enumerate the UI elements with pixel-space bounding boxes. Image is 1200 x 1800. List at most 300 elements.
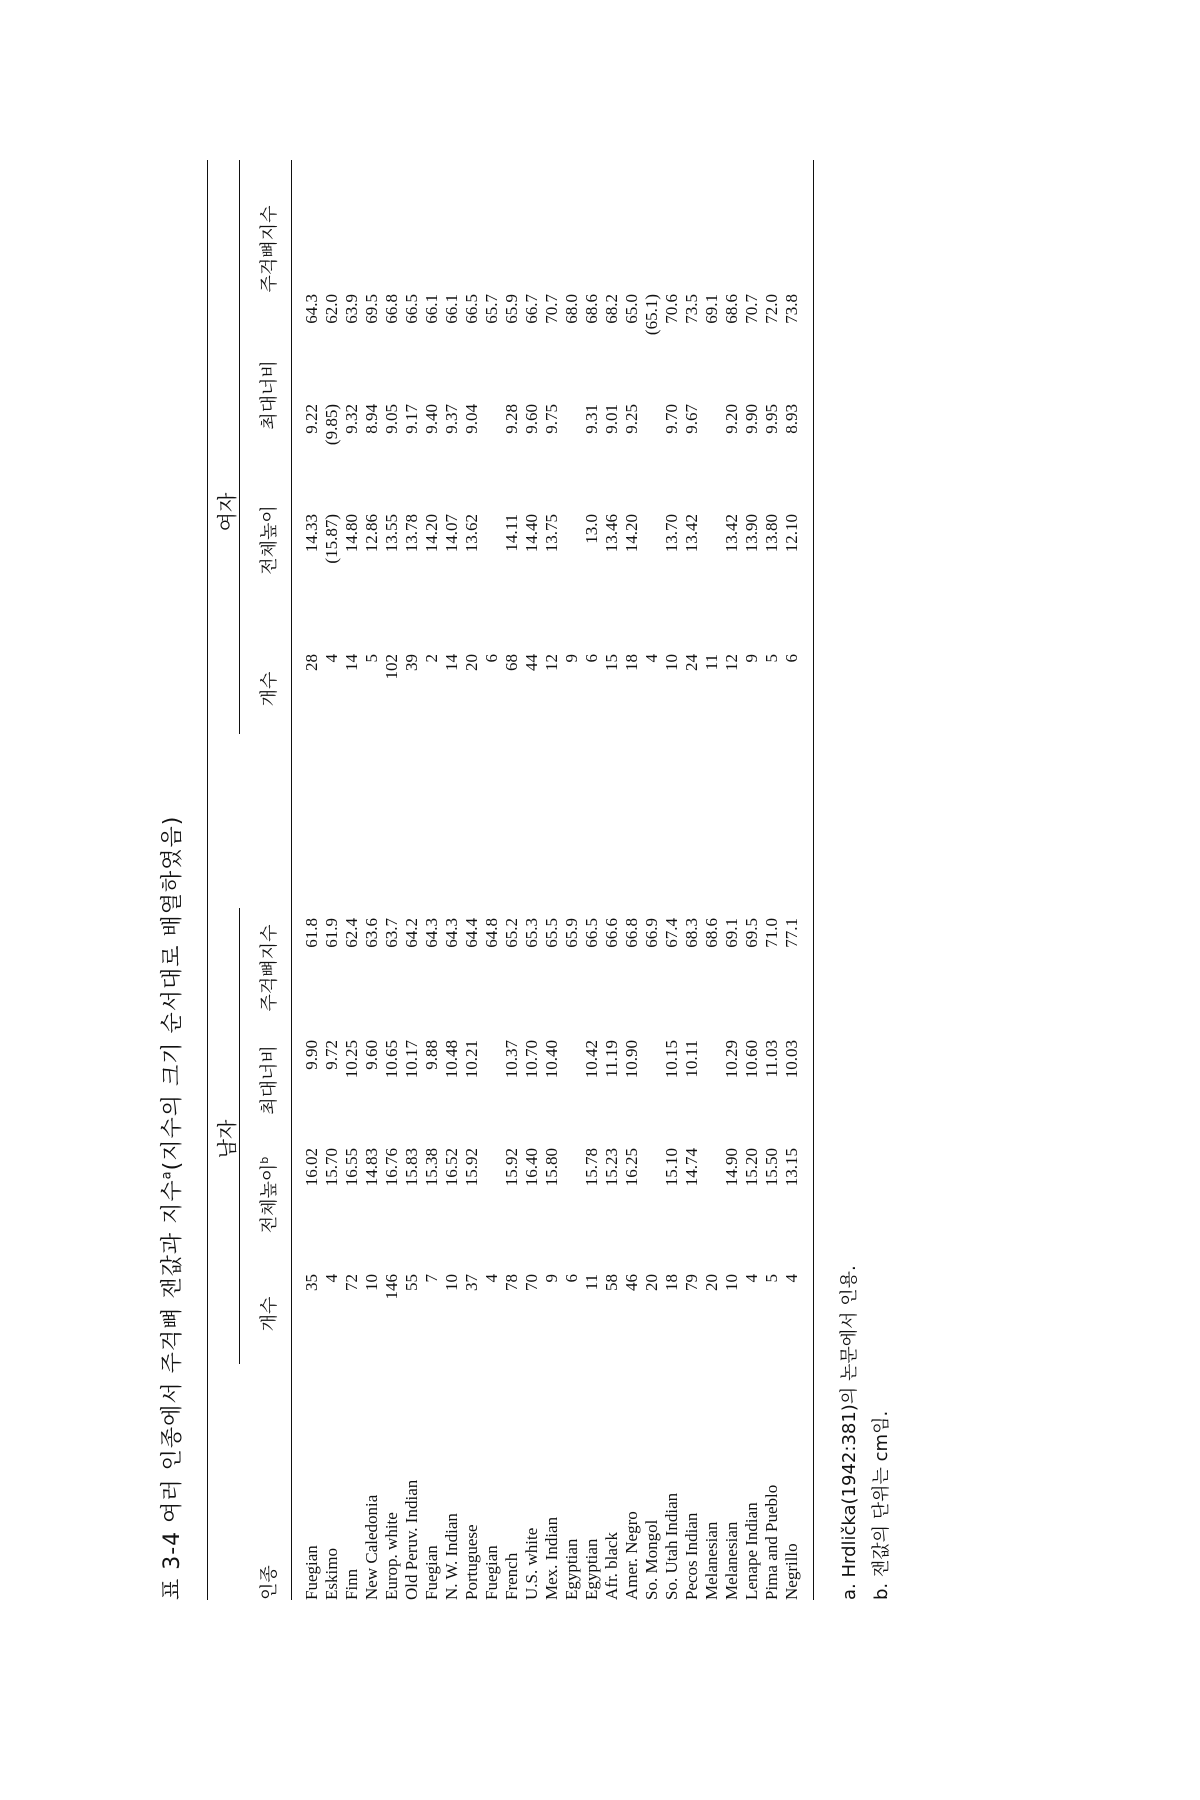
female-group-rule [239,160,240,734]
race-cell: U.S. white [522,1527,541,1600]
male-height-cell: 15.10 [662,1148,681,1187]
male-index-cell: 69.1 [722,918,741,948]
male-count-cell: 10 [362,1274,381,1291]
female-width-header: 최대너비 [259,360,280,430]
male-count-cell: 37 [462,1274,481,1291]
female-index-cell: 65.7 [482,294,501,324]
table-row [702,294,722,1600]
column-gap [702,750,722,918]
male-height-cell: 16.40 [522,1148,541,1187]
female-index-cell: 70.6 [662,294,681,324]
female-height-cell: 13.70 [662,514,681,553]
column-gap [382,750,402,918]
male-width-cell: 10.60 [742,1040,761,1079]
column-gap [582,750,602,918]
column-gap [362,750,382,918]
female-height-cell: 13.46 [602,514,621,553]
female-index-cell: (65.1) [642,294,661,336]
column-gap [622,750,642,918]
male-height-cell: 13.15 [782,1148,801,1187]
race-cell: Old Peruv. Indian [402,1479,421,1600]
male-count-cell: 4 [782,1274,801,1283]
table-bottom-rule [813,160,814,1600]
female-count-cell: 18 [622,654,641,671]
male-count-cell: 9 [542,1274,561,1283]
male-count-header: 개수 [259,1296,280,1332]
male-width-cell: 11.03 [762,1040,781,1078]
male-index-cell: 65.5 [542,918,561,948]
female-count-cell: 12 [722,654,741,671]
female-index-cell: 66.5 [462,294,481,324]
male-width-cell: 11.19 [602,1040,621,1078]
female-height-cell: 12.10 [782,514,801,553]
title-footnote-marker: a [159,1170,175,1180]
female-index-cell: 70.7 [542,294,561,324]
female-count-cell: 14 [442,654,461,671]
female-width-cell: 9.60 [522,404,541,434]
table-row [742,294,762,1600]
male-count-cell: 10 [442,1274,461,1291]
female-height-cell: 13.55 [382,514,401,553]
race-cell: Pima and Pueblo [762,1484,781,1600]
male-count-cell: 20 [702,1274,721,1291]
race-cell: French [502,1552,521,1600]
table-row [722,294,742,1600]
male-count-cell: 7 [422,1274,441,1283]
female-index-cell: 66.5 [402,294,421,324]
male-height-cell: 15.38 [422,1148,441,1187]
male-height-cell: 16.25 [622,1148,641,1187]
female-count-cell: 11 [702,654,721,671]
female-count-cell: 102 [382,654,401,680]
female-index-cell: 70.7 [742,294,761,324]
table-title-main: 표 3-4 여러 인종에서 주걱뼈 잰값과 지수 [160,1179,185,1600]
female-group-header: 여자 [215,492,239,532]
male-width-cell: 9.88 [422,1040,441,1070]
female-height-cell: 13.0 [582,514,601,544]
column-gap [342,750,362,918]
male-height-cell: 15.23 [602,1148,621,1187]
male-height-cell: 16.76 [382,1148,401,1187]
column-gap [642,750,662,918]
male-width-cell: 10.25 [342,1040,361,1079]
female-count-cell: 10 [662,654,681,671]
male-height-cell: 15.70 [322,1148,341,1187]
male-height-cell: 16.02 [302,1148,321,1187]
male-width-cell: 10.42 [582,1040,601,1079]
rotated-table-page [145,100,1025,1600]
race-column-header: 인종 [259,1565,280,1600]
table-row [462,294,482,1600]
male-index-cell: 64.4 [462,918,481,948]
race-cell: Portuguese [462,1524,481,1600]
female-height-cell: 14.20 [622,514,641,553]
table-row [422,294,442,1600]
table-row [502,294,522,1600]
female-height-cell: 14.40 [522,514,541,553]
female-height-cell: 14.07 [442,514,461,553]
column-gap [482,750,502,918]
column-gap [662,750,682,918]
female-width-cell: 9.67 [682,404,701,434]
male-index-cell: 61.9 [322,918,341,948]
table-row [582,294,602,1600]
race-cell: Egyptian [562,1538,581,1600]
male-index-cell: 64.3 [442,918,461,948]
race-cell: Pecos Indian [682,1512,701,1600]
table-row [602,294,622,1600]
column-gap [422,750,442,918]
female-count-cell: 28 [302,654,321,671]
female-height-cell: 14.20 [422,514,441,553]
male-width-cell [482,1040,502,1148]
female-height-cell: (15.87) [322,514,341,564]
female-index-cell: 69.5 [362,294,381,324]
male-width-cell: 9.60 [362,1040,381,1070]
female-index-cell: 62.0 [322,294,341,324]
table-row [762,294,782,1600]
female-height-cell: 13.80 [762,514,781,553]
female-count-cell: 5 [362,654,381,663]
table-row [562,294,582,1600]
female-count-cell: 44 [522,654,541,671]
male-height-cell: 15.50 [762,1148,781,1187]
female-width-cell: 9.22 [302,404,321,434]
header-bottom-rule [291,160,292,1600]
race-cell: So. Mongol [642,1519,661,1600]
race-cell: Fuegian [302,1545,321,1600]
table-row [482,294,502,1600]
female-count-cell: 15 [602,654,621,671]
male-index-cell: 66.9 [642,918,661,948]
race-cell: So. Utah Indian [662,1492,681,1600]
female-count-cell: 24 [682,654,701,671]
female-count-cell: 6 [582,654,601,663]
female-index-cell: 68.0 [562,294,581,324]
male-count-cell: 10 [722,1274,741,1291]
column-gap [462,750,482,918]
male-width-cell: 10.11 [682,1040,701,1078]
table-row [662,294,682,1600]
race-cell: Lenape Indian [742,1502,761,1600]
male-count-cell: 58 [602,1274,621,1291]
male-height-cell [562,1148,582,1274]
female-width-cell: 9.31 [582,404,601,434]
female-height-cell: 13.42 [722,514,741,553]
column-gap [542,750,562,918]
column-gap [522,750,542,918]
female-index-cell: 73.8 [782,294,801,324]
female-height-header: 전체높이 [259,505,280,575]
male-width-cell: 10.03 [782,1040,801,1079]
female-count-cell: 6 [782,654,801,663]
race-cell: Mex. Indian [542,1516,561,1600]
male-index-cell: 61.8 [302,918,321,948]
female-height-cell: 13.90 [742,514,761,553]
male-group-header: 남자 [215,1119,239,1159]
table-row [542,294,562,1600]
male-index-cell: 62.4 [342,918,361,948]
male-index-cell: 69.5 [742,918,761,948]
male-index-cell: 66.8 [622,918,641,948]
male-count-cell: 146 [382,1274,401,1300]
male-index-cell: 65.3 [522,918,541,948]
male-index-cell: 65.2 [502,918,521,948]
female-width-cell [562,404,582,514]
male-width-cell: 10.15 [662,1040,681,1079]
race-cell: Fuegian [482,1545,501,1600]
male-width-cell [702,1040,722,1148]
male-height-cell [642,1148,662,1274]
column-gap [562,750,582,918]
male-width-cell: 9.72 [322,1040,341,1070]
female-width-cell: 9.70 [662,404,681,434]
table-title-rest: (지수의 크기 순서대로 배열하였음) [160,815,185,1171]
column-gap [682,750,702,918]
male-height-cell: 15.92 [502,1148,521,1187]
male-count-cell: 20 [642,1274,661,1291]
female-width-cell: 9.40 [422,404,441,434]
male-index-cell: 64.8 [482,918,501,948]
male-height-cell: 15.80 [542,1148,561,1187]
female-height-cell [562,514,582,654]
table-row [442,294,462,1600]
male-count-cell: 18 [662,1274,681,1291]
race-cell: Melanesian [702,1521,721,1600]
female-index-cell: 68.2 [602,294,621,324]
male-index-cell: 63.6 [362,918,381,948]
table-row [362,294,382,1600]
male-height-header [255,1130,281,1260]
female-width-cell: 9.32 [342,404,361,434]
male-count-cell: 4 [322,1274,341,1283]
female-height-cell: 12.86 [362,514,381,553]
male-height-header-label: 전체높이 [259,1163,280,1234]
male-width-cell: 10.29 [722,1040,741,1079]
male-height-cell: 15.78 [582,1148,601,1187]
column-gap [722,750,742,918]
female-index-cell: 66.1 [422,294,441,324]
male-width-cell: 10.21 [462,1040,481,1079]
table-row [642,294,662,1600]
female-width-cell: 9.25 [622,404,641,434]
male-height-cell: 14.74 [682,1148,701,1187]
male-index-cell: 68.6 [702,918,721,948]
table-row [322,294,342,1600]
female-width-cell: 9.04 [462,404,481,434]
female-height-cell: 13.75 [542,514,561,553]
male-width-cell: 10.70 [522,1040,541,1079]
female-width-cell: 8.94 [362,404,381,434]
column-gap [322,750,342,918]
table-row [622,294,642,1600]
male-count-cell: 4 [482,1274,501,1283]
male-count-cell: 79 [682,1274,701,1291]
female-height-cell: 14.11 [502,514,521,552]
male-group-rule [239,908,240,1364]
table-top-rule [207,160,208,1600]
race-cell: Europ. white [382,1512,401,1600]
table-row [682,294,702,1600]
race-cell: New Caledonia [362,1494,381,1600]
male-index-cell: 66.6 [602,918,621,948]
female-width-cell: 8.93 [782,404,801,434]
male-index-cell: 71.0 [762,918,781,948]
race-cell: Melanesian [722,1521,741,1600]
male-width-cell: 10.65 [382,1040,401,1079]
female-index-cell: 65.0 [622,294,641,324]
male-height-cell: 16.52 [442,1148,461,1187]
column-gap [442,750,462,918]
footnote-a: a. Hrdlička(1942:381)의 논문에서 인용. [839,1265,860,1600]
male-count-cell: 72 [342,1274,361,1291]
female-width-cell: 9.17 [402,404,421,434]
table-row [402,294,422,1600]
female-height-cell: 13.42 [682,514,701,553]
female-height-cell: 14.80 [342,514,361,553]
female-height-cell: 13.62 [462,514,481,553]
column-gap [402,750,422,918]
female-height-cell: 14.33 [302,514,321,553]
female-width-cell: (9.85) [322,404,341,446]
female-width-cell: 9.05 [382,404,401,434]
male-count-cell: 78 [502,1274,521,1291]
table-row [522,294,542,1600]
female-count-cell: 4 [322,654,341,663]
female-width-cell: 9.01 [602,404,621,434]
female-width-cell: 9.28 [502,404,521,434]
female-width-cell: 9.75 [542,404,561,434]
male-height-cell: 16.55 [342,1148,361,1187]
male-width-cell [642,1040,662,1148]
female-width-cell [482,404,502,514]
male-count-cell: 70 [522,1274,541,1291]
female-height-cell: 13.78 [402,514,421,553]
male-width-cell [562,1040,582,1148]
footnote-b: b. 잰값의 단위는 cm임. [871,1410,892,1600]
female-index-cell: 68.6 [582,294,601,324]
male-count-cell: 5 [762,1274,781,1283]
male-index-cell: 77.1 [782,918,801,948]
race-cell: Egyptian [582,1538,601,1600]
male-width-cell: 10.48 [442,1040,461,1079]
race-cell: Eskimo [322,1548,341,1600]
male-index-cell: 67.4 [662,918,681,948]
male-height-cell: 14.83 [362,1148,381,1187]
female-count-cell: 9 [742,654,761,663]
female-count-cell: 39 [402,654,421,671]
scapula-data-table [302,294,802,1600]
female-width-cell [642,404,662,514]
column-gap [762,750,782,918]
male-width-cell: 10.37 [502,1040,521,1079]
female-count-cell: 12 [542,654,561,671]
male-count-cell: 6 [562,1274,581,1283]
female-index-cell: 72.0 [762,294,781,324]
female-count-cell: 68 [502,654,521,671]
female-count-cell: 5 [762,654,781,663]
table-row [302,294,322,1600]
male-width-cell: 10.40 [542,1040,561,1079]
male-count-cell: 11 [582,1274,601,1291]
male-height-cell [702,1148,722,1274]
female-width-cell [702,404,722,514]
column-gap [502,750,522,918]
column-gap [782,750,802,918]
female-index-header: 주걱뼈지수 [259,205,280,293]
race-cell: N. W. Indian [442,1513,461,1600]
column-gap [302,750,322,918]
male-height-cell: 15.83 [402,1148,421,1187]
race-cell: Afr. black [602,1532,621,1600]
male-index-cell: 64.2 [402,918,421,948]
race-cell: Amer. Negro [622,1511,641,1600]
table-row [382,294,402,1600]
female-height-cell [482,514,502,654]
race-cell: Fuegian [422,1545,441,1600]
male-count-cell: 46 [622,1274,641,1291]
race-cell: Negrillo [782,1543,801,1600]
male-width-cell: 10.17 [402,1040,421,1079]
female-count-cell: 9 [562,654,581,663]
female-index-cell: 65.9 [502,294,521,324]
male-width-cell: 9.90 [302,1040,321,1070]
female-index-cell: 66.1 [442,294,461,324]
column-gap [742,750,762,918]
male-index-cell: 65.9 [562,918,581,948]
table-row [782,294,802,1600]
male-index-cell: 66.5 [582,918,601,948]
female-index-cell: 63.9 [342,294,361,324]
female-count-header: 개수 [259,671,280,707]
female-index-cell: 66.7 [522,294,541,324]
height-footnote-marker: b [258,1156,271,1164]
male-count-cell: 55 [402,1274,421,1291]
female-index-cell: 69.1 [702,294,721,324]
female-height-cell [642,514,662,654]
male-height-cell: 15.92 [462,1148,481,1187]
table-title [155,816,186,1600]
female-width-cell: 9.95 [762,404,781,434]
male-index-header: 주걱뼈지수 [259,924,280,1012]
male-count-cell: 35 [302,1274,321,1291]
female-count-cell: 14 [342,654,361,671]
male-height-cell: 15.20 [742,1148,761,1187]
male-height-cell [482,1148,502,1274]
male-width-cell: 10.90 [622,1040,641,1079]
female-width-cell: 9.20 [722,404,741,434]
female-index-cell: 66.8 [382,294,401,324]
male-width-header: 최대너비 [259,1045,280,1115]
table-row [342,294,362,1600]
male-index-cell: 64.3 [422,918,441,948]
female-count-cell: 2 [422,654,441,663]
female-width-cell: 9.37 [442,404,461,434]
male-index-cell: 68.3 [682,918,701,948]
female-height-cell [702,514,722,654]
female-count-cell: 4 [642,654,661,663]
column-gap [602,750,622,918]
female-width-cell: 9.90 [742,404,761,434]
race-cell: Finn [342,1568,361,1600]
female-count-cell: 20 [462,654,481,671]
male-count-cell: 4 [742,1274,761,1283]
female-index-cell: 64.3 [302,294,321,324]
male-index-cell: 63.7 [382,918,401,948]
male-height-cell: 14.90 [722,1148,741,1187]
female-count-cell: 6 [482,654,501,663]
female-index-cell: 73.5 [682,294,701,324]
